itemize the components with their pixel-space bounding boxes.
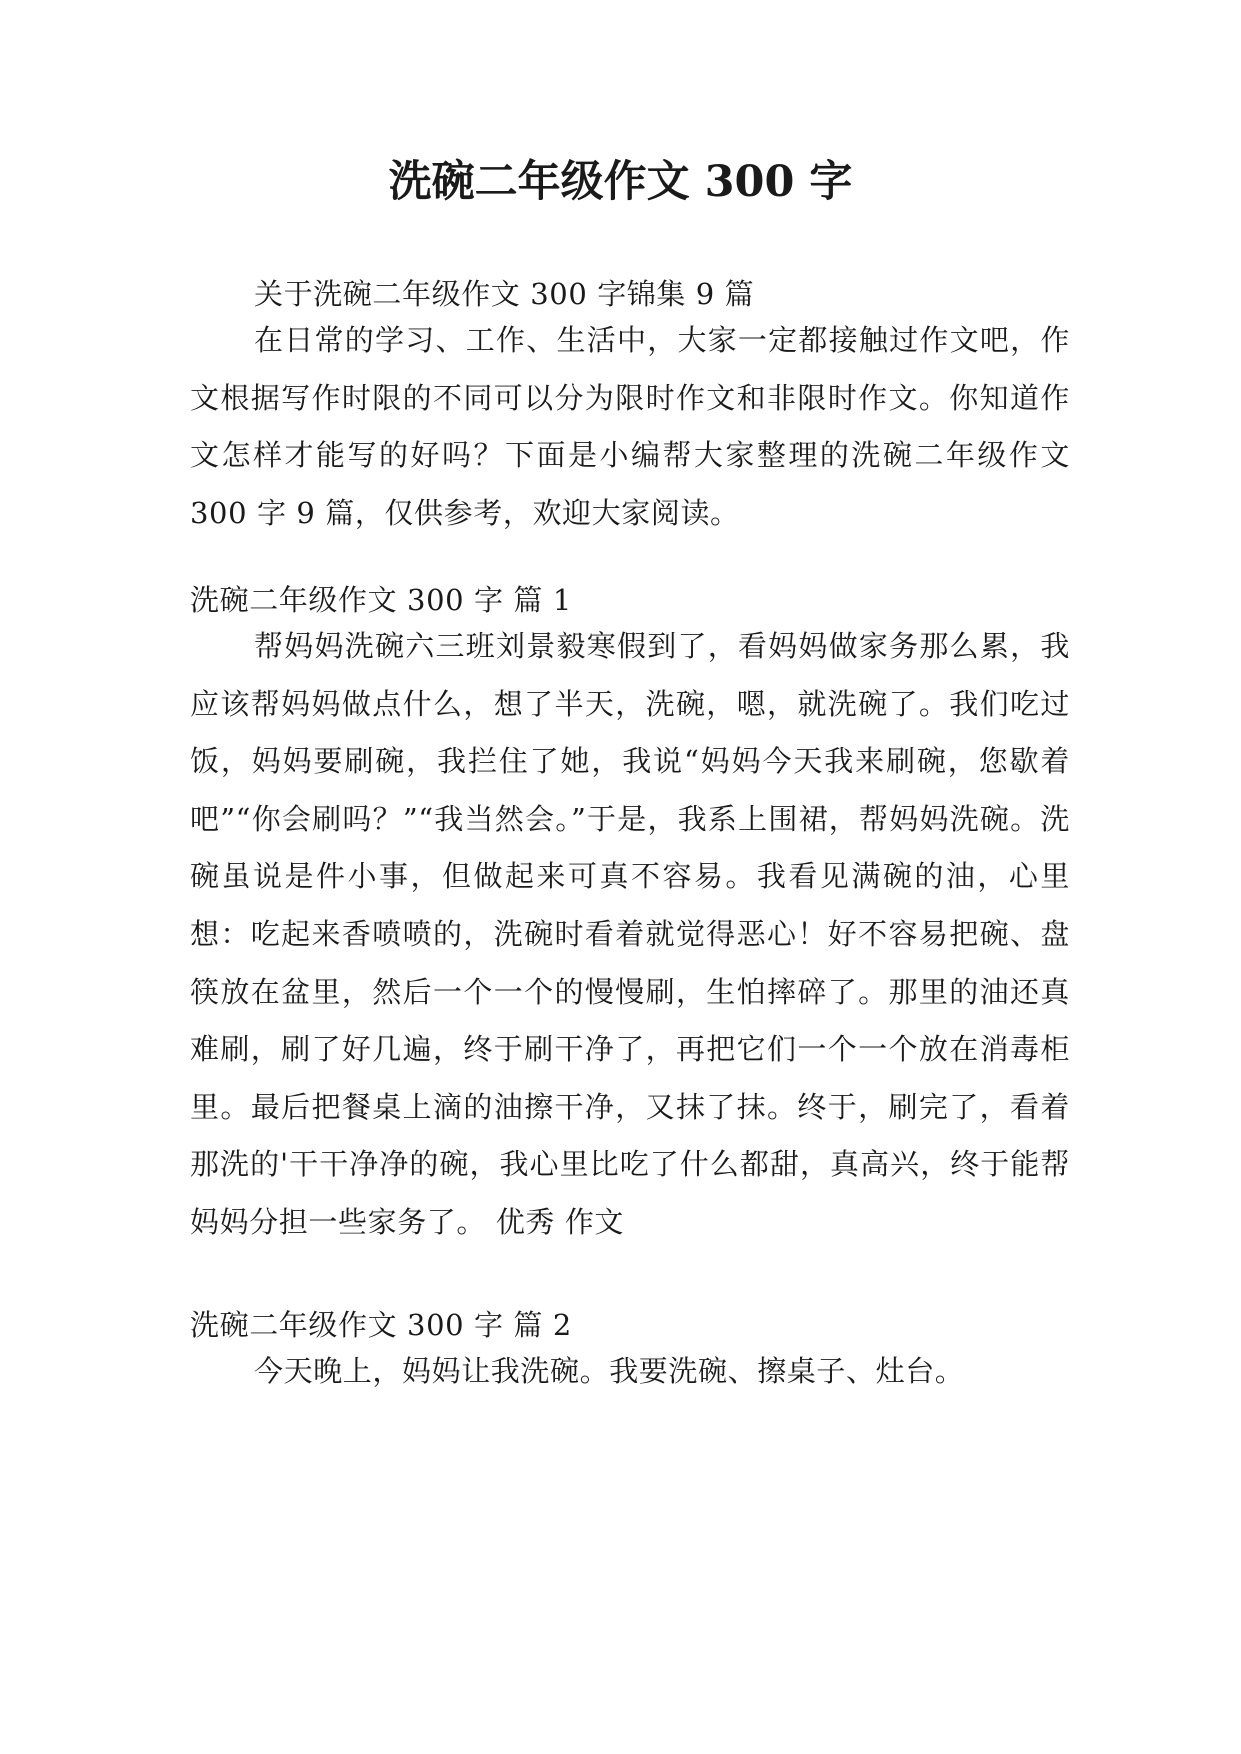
document-title: 洗碗二年级作文 300 字 [388,157,853,207]
section-body-text: 今天晚上，妈妈让我洗碗。我要洗碗、擦桌子、灶台。 [254,1354,965,1388]
section-heading-text: 洗碗二年级作文 300 字 篇 1 [190,583,572,617]
section-body-text: 帮妈妈洗碗六三班刘景毅寒假到了，看妈妈做家务那么累，我应该帮妈妈做点什么，想了半天，洗碗，嗯，就洗碗了。我们吃过饭，妈妈要刷碗，我拦住了她，我说“妈妈今天我来刷碗，您歇着吧”“你会刷吗？”“我当然会。”于是，我系上围裙，帮妈妈洗碗。洗碗虽说是件小事，但做起来可真不容易。我看见满碗的油，心里想：吃起来香喷喷的，洗碗时看着就觉得恶心！好不容易把碗、盘筷放在盆里，然后一个一个的慢慢刷，生怕摔碎了。那里的油还真难刷，刷了好几遍，终于刷干净了，再把它们一个一个放在消毒柜里。最后把餐桌上滴的油擦干净，又抹了抹。终于，刷完了，看着那洗的'干干净净的碗，我心里比吃了什么都甜，真高兴，终于能帮妈妈分担一些家务了。 优秀 作文 [190,629,1070,1239]
section-body-1 [190,618,1070,1252]
section-heading-text: 洗碗二年级作文 300 字 篇 2 [190,1308,572,1342]
intro-paragraph [190,312,1070,542]
section-body-2 [190,1343,1070,1401]
intro-text: 在日常的学习、工作、生活中，大家一定都接触过作文吧，作文根据写作时限的不同可以分为限时作文和非限时作文。你知道作文怎样才能写的好吗？下面是小编帮大家整理的洗碗二年级作文 300 字 9 篇，仅供参考，欢迎大家阅读。 [190,323,1070,530]
subtitle-text: 关于洗碗二年级作文 300 字锦集 9 篇 [254,277,755,311]
